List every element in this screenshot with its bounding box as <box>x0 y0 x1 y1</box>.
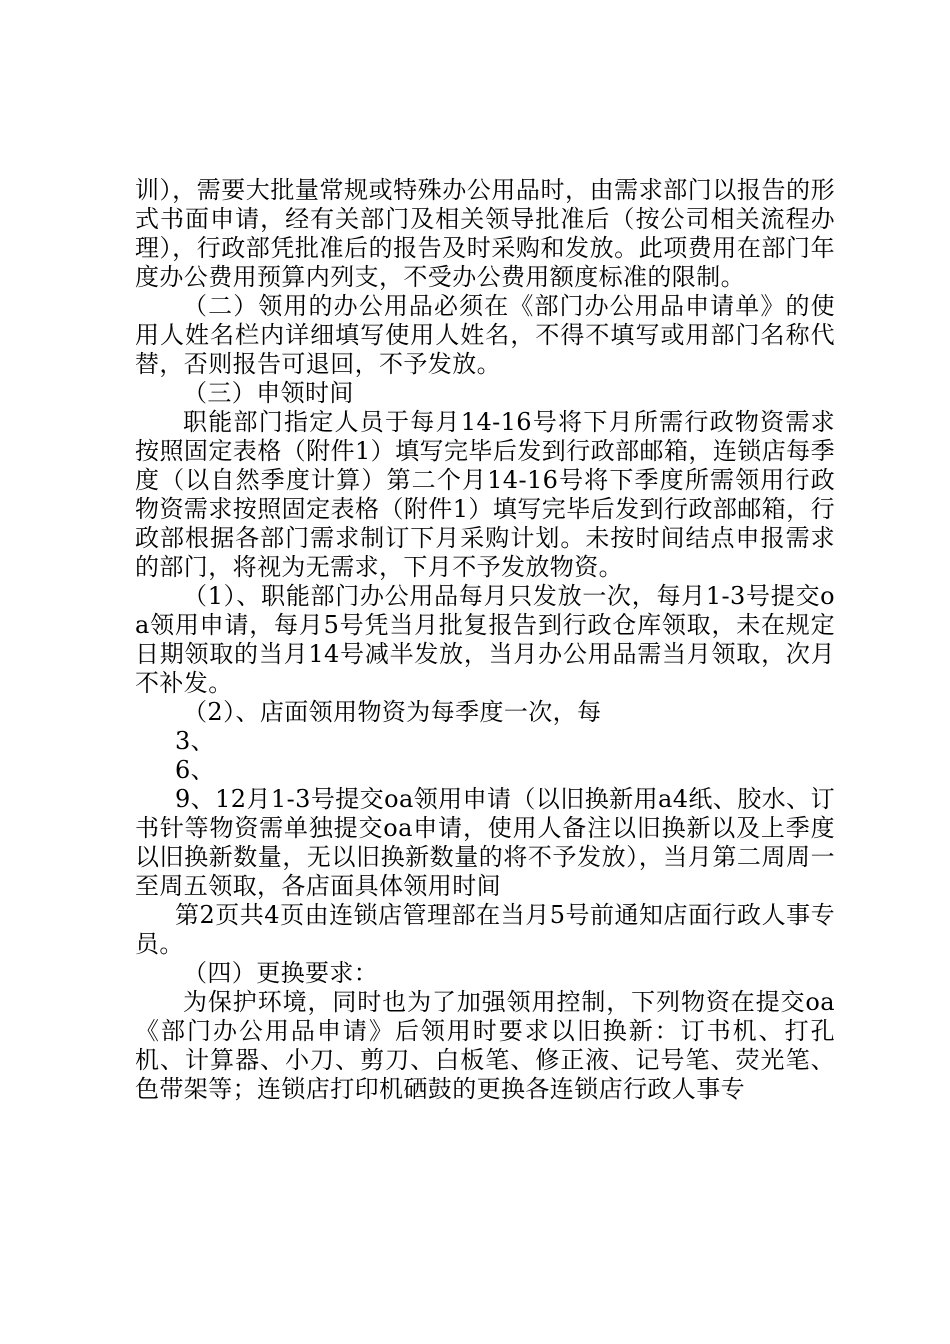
paragraph-10: 第2页共4页由连锁店管理部在当月5号前通知店面行政人事专员。 <box>135 901 835 958</box>
paragraph-3: （三）申领时间 <box>183 379 354 407</box>
paragraph-9: 9、12月1-3号提交oa领用申请（以旧换新用a4纸、胶水、订书针等物资需单独提交oa申请，使用人备注以旧换新以及上季度以旧换新数量，无以旧换新数量的将不予发放），当月第二周周一至周五领取，各店面具体领用时间 <box>135 785 835 900</box>
paragraph-8: 6、 <box>175 756 216 784</box>
document-body <box>135 176 835 1104</box>
paragraph-2: （二）领用的办公用品必须在《部门办公用品申请单》的使用人姓名栏内详细填写使用人姓名，不得不填写或用部门名称代替，否则报告可退回，不予发放。 <box>135 292 835 378</box>
paragraph-1: 训），需要大批量常规或特殊办公用品时，由需求部门以报告的形式书面申请，经有关部门及相关领导批准后（按公司相关流程办理），行政部凭批准后的报告及时采购和发放。此项费用在部门年度办公费用预算内列支，不受办公费用额度标准的限制。 <box>135 176 835 291</box>
paragraph-5: （1）、职能部门办公用品每月只发放一次，每月1-3号提交oa领用申请，每月5号凭当月批复报告到行政仓库领取，未在规定日期领取的当月14号减半发放，当月办公用品需当月领取，次月不补发。 <box>135 582 835 697</box>
paragraph-7: 3、 <box>175 727 216 755</box>
paragraph-4: 职能部门指定人员于每月14-16号将下月所需行政物资需求按照固定表格（附件1）填写完毕后发到行政部邮箱，连锁店每季度（以自然季度计算）第二个月14-16号将下季度所需领用行政物资需求按照固定表格（附件1）填写完毕后发到行政部邮箱，行政部根据各部门需求制订下月采购计划。未按时间结点申报需求的部门，将视为无需求，下月不予发放物资。 <box>135 408 835 581</box>
paragraph-12: 为保护环境，同时也为了加强领用控制，下列物资在提交oa《部门办公用品申请》后领用时要求以旧换新：订书机、打孔机、计算器、小刀、剪刀、白板笔、修正液、记号笔、荧光笔、色带架等；连锁店打印机硒鼓的更换各连锁店行政人事专 <box>135 988 835 1103</box>
paragraph-6: （2）、店面领用物资为每季度一次，每 <box>183 698 602 726</box>
paragraph-11: （四）更换要求： <box>183 959 379 987</box>
